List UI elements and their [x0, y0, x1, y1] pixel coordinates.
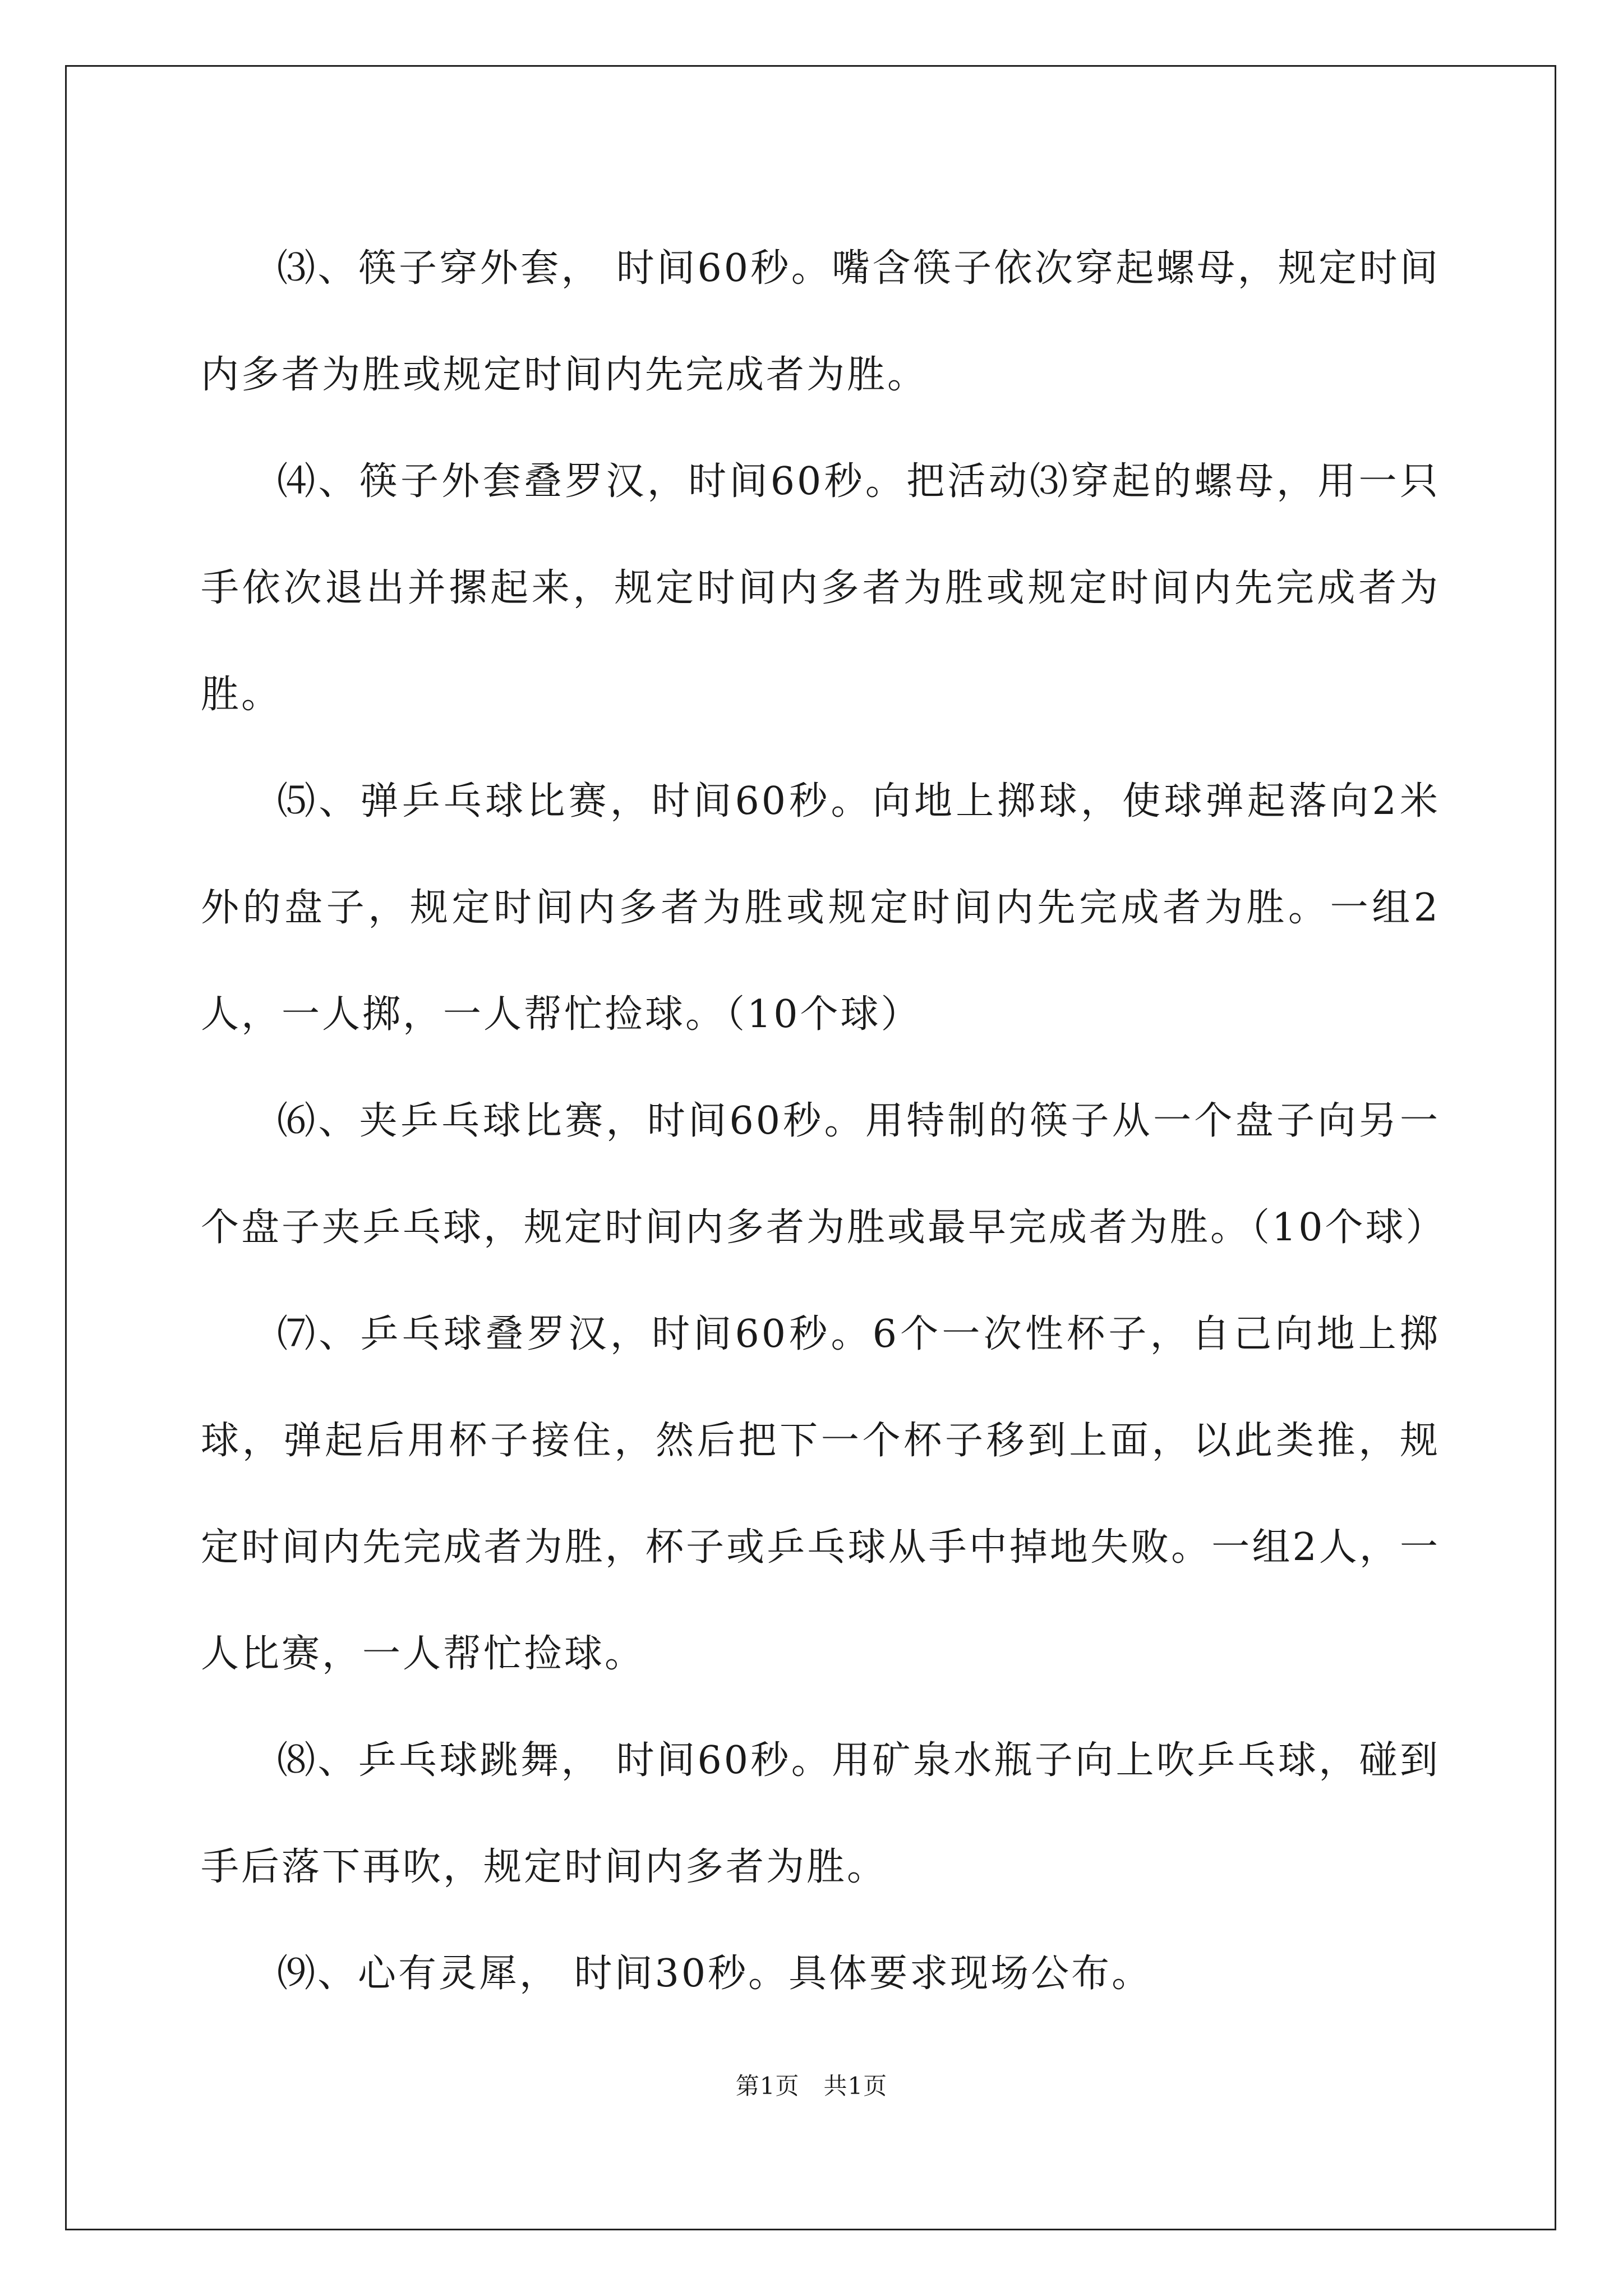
- paragraph-item-8: ⑻、乒乓球跳舞， 时间60秒。用矿泉水瓶子向上吹乒乓球，碰到手后落下再吹，规定时间内多者为胜。: [201, 1738, 1440, 1889]
- paragraph-item-6: ⑹、夹乒乓球比赛，时间60秒。用特制的筷子从一个盘子向另一个盘子夹乒乓球，规定时间内多者为胜或最早完成者为胜。（10个球）: [201, 1099, 1446, 1250]
- document-body: [201, 215, 1446, 2027]
- paragraph-item-9: ⑼、心有灵犀， 时间30秒。具体要求现场公布。: [277, 1952, 1152, 1996]
- page-number-footer: 第1页 共1页: [735, 2072, 888, 2100]
- paragraph-item-5: ⑸、弹乒乓球比赛，时间60秒。向地上掷球，使球弹起落向2米外的盘子，规定时间内多者为胜或规定时间内先完成者为胜。一组2人，一人掷，一人帮忙捡球。（10个球）: [201, 779, 1440, 1037]
- paragraph-item-7: ⑺、乒乓球叠罗汉，时间60秒。6个一次性杯子，自己向地上掷球，弹起后用杯子接住，然后把下一个杯子移到上面，以此类推，规定时间内先完成者为胜，杯子或乒乓球从手中掉地失败。一组2人，一人比赛，一人帮忙捡球。: [201, 1312, 1440, 1676]
- paragraph-item-3: ⑶、筷子穿外套， 时间60秒。嘴含筷子依次穿起螺母，规定时间内多者为胜或规定时间内先完成者为胜。: [201, 246, 1440, 397]
- paragraph-item-4: ⑷、筷子外套叠罗汉，时间60秒。把活动⑶穿起的螺母，用一只手依次退出并摞起来，规定时间内多者为胜或规定时间内先完成者为胜。: [201, 459, 1440, 717]
